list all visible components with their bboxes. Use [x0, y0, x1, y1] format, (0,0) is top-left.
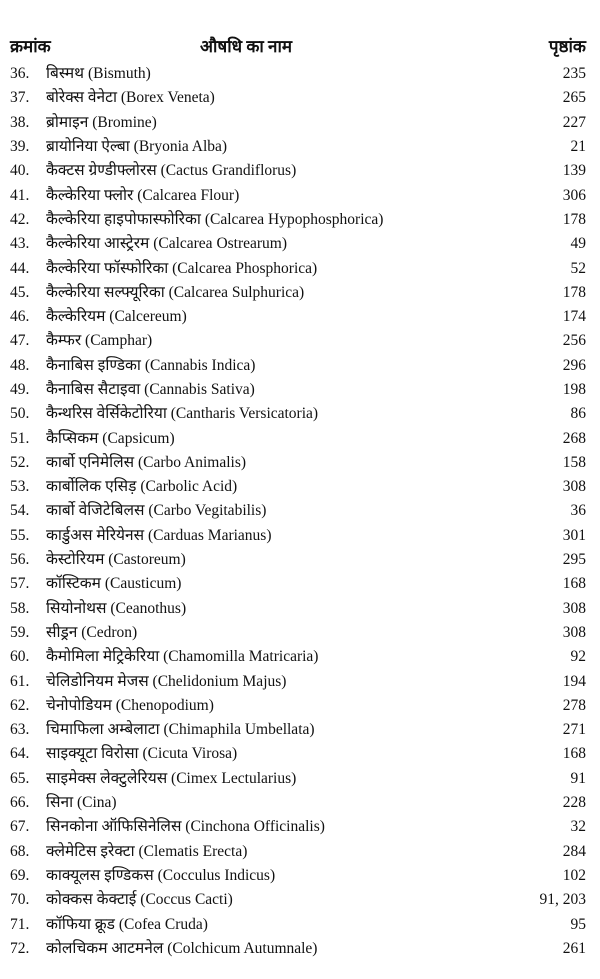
index-entry — [10, 524, 586, 548]
page-number: 91, 203 — [539, 891, 586, 909]
entry-number: 63. — [10, 721, 30, 739]
page-number: 256 — [562, 332, 586, 350]
medicine-name: कैल्केरिया सल्फ्यूरिका (Calcarea Sulphurica) — [46, 283, 305, 301]
medicine-name: कैप्सिकम (Capsicum) — [46, 429, 175, 447]
medicine-name: ब्रायोनिया ऐल्बा (Bryonia Alba) — [46, 138, 228, 156]
medicine-name: क्लेमेटिस इरेक्टा (Clematis Erecta) — [46, 842, 248, 860]
entry-number: 58. — [10, 599, 30, 617]
index-entry — [10, 329, 586, 353]
page-number: 158 — [562, 453, 586, 471]
page-number-column-header: पृष्ठांक — [548, 36, 586, 56]
page-number: 102 — [562, 866, 586, 884]
page-number: 95 — [570, 915, 586, 933]
medicine-name-column-header: औषधि का नाम — [200, 36, 293, 56]
index-entry — [10, 354, 586, 378]
page-number: 49 — [570, 235, 586, 253]
index-entry — [10, 742, 586, 766]
medicine-name: सियोनोथस (Ceanothus) — [46, 599, 187, 617]
medicine-name: कैल्केरियम (Calcereum) — [46, 308, 187, 326]
medicine-name: साइक्यूटा विरोसा (Cicuta Virosa) — [46, 745, 238, 763]
entry-number: 65. — [10, 769, 30, 787]
entry-number: 40. — [10, 162, 30, 180]
page-number: 265 — [562, 89, 586, 107]
medicine-name: काक्यूलस इण्डिकस (Cocculus Indicus) — [46, 866, 276, 884]
entry-number: 37. — [10, 89, 30, 107]
page-number: 308 — [562, 623, 586, 641]
medicine-name: कॉस्टिकम (Causticum) — [46, 575, 182, 593]
entry-number: 44. — [10, 259, 30, 277]
entry-number: 57. — [10, 575, 30, 593]
medicine-name: कैम्फर (Camphar) — [46, 332, 153, 350]
index-entry — [10, 135, 586, 159]
medicine-name: चेलिडोनियम मेजस (Chelidonium Majus) — [46, 672, 287, 690]
entry-number: 51. — [10, 429, 30, 447]
entry-number: 56. — [10, 551, 30, 569]
index-entry — [10, 791, 586, 815]
index-entry — [10, 281, 586, 305]
page-number: 86 — [570, 405, 586, 423]
index-entry — [10, 864, 586, 888]
page-number: 92 — [570, 648, 586, 666]
index-entry — [10, 694, 586, 718]
medicine-name: कैनाबिस इण्डिका (Cannabis Indica) — [46, 356, 256, 374]
entry-number: 62. — [10, 696, 30, 714]
index-entry — [10, 232, 586, 256]
index-entry — [10, 718, 586, 742]
index-entry — [10, 937, 586, 961]
index-entry — [10, 305, 586, 329]
page-number: 227 — [562, 113, 586, 131]
entry-number: 49. — [10, 381, 30, 398]
index-entry — [10, 767, 586, 791]
medicine-name: कार्डुअस मेरियेनस (Carduas Marianus) — [46, 526, 272, 544]
index-entry — [10, 840, 586, 864]
medicine-name: कैमोमिला मेट्रिकेरिया (Chamomilla Matricaria) — [46, 648, 319, 666]
medicine-name: कैनाबिस सैटाइवा (Cannabis Sativa) — [46, 381, 255, 398]
index-entry — [10, 402, 586, 426]
index-entry — [10, 86, 586, 110]
page-number: 296 — [562, 356, 586, 374]
entry-number: 50. — [10, 405, 30, 423]
medicine-name: साइमेक्स लेक्टुलेरियस (Cimex Lectularius) — [46, 769, 297, 787]
medicine-name: कैल्केरिया हाइपोफास्फोरिका (Calcarea Hypophosphorica) — [46, 210, 384, 228]
entry-number: 55. — [10, 526, 30, 544]
entry-number: 45. — [10, 283, 30, 301]
page-number: 306 — [562, 186, 586, 204]
page-number: 52 — [570, 259, 586, 277]
index-entry — [10, 208, 586, 232]
medicine-name: कार्बो एनिमेलिस (Carbo Animalis) — [46, 453, 247, 471]
medicine-name: कार्बोलिक एसिड़ (Carbolic Acid) — [46, 478, 238, 496]
index-entry — [10, 256, 586, 280]
medicine-name: कॉफिया क्रूड (Cofea Cruda) — [46, 915, 208, 933]
medicine-name: कार्बो वेजिटेबिलस (Carbo Vegitabilis) — [46, 502, 267, 520]
index-entry — [10, 912, 586, 936]
index-entry — [10, 572, 586, 596]
page-number: 32 — [570, 818, 586, 836]
entry-list — [10, 62, 586, 961]
medicine-name: ब्रोमाइन (Bromine) — [46, 113, 157, 131]
page-number: 228 — [562, 794, 586, 812]
page-number: 178 — [562, 283, 586, 301]
page-number: 139 — [562, 162, 586, 180]
medicine-name: केस्टोरियम (Castoreum) — [46, 551, 186, 569]
entry-number: 59. — [10, 623, 30, 641]
page-number: 174 — [562, 308, 586, 326]
page-number: 271 — [562, 721, 586, 739]
page-number: 235 — [562, 65, 586, 83]
page-number: 178 — [562, 210, 586, 228]
medicine-name: चिमाफिला अम्बेलाटा (Chimaphila Umbellata) — [46, 721, 315, 739]
entry-number: 41. — [10, 186, 30, 204]
page-number: 278 — [562, 696, 586, 714]
entry-number: 46. — [10, 308, 30, 326]
medicine-name: चेनोपोडियम (Chenopodium) — [46, 696, 214, 714]
medicine-name: कैन्थरिस वेर्सिकेटोरिया (Cantharis Versicatoria) — [46, 405, 319, 423]
entry-number: 43. — [10, 235, 30, 253]
index-entry — [10, 815, 586, 839]
medicine-name: कैल्केरिया फॉस्फोरिका (Calcarea Phosphorica) — [46, 259, 318, 277]
medicine-name: कोलचिकम आटमनेल (Colchicum Autumnale) — [46, 939, 318, 957]
index-entry — [10, 669, 586, 693]
medicine-name: कैल्केरिया फ्लोर (Calcarea Flour) — [46, 186, 240, 204]
table-header — [10, 30, 586, 60]
index-entry — [10, 183, 586, 207]
medicine-name: सीड्रन (Cedron) — [46, 623, 138, 641]
medicine-name: सिनकोना ऑफिसिनेलिस (Cinchona Officinalis) — [46, 818, 325, 836]
entry-number: 38. — [10, 113, 30, 131]
index-entry — [10, 111, 586, 135]
entry-number: 66. — [10, 794, 30, 812]
entry-number: 52. — [10, 453, 30, 471]
entry-number: 61. — [10, 672, 30, 690]
entry-number: 48. — [10, 356, 30, 374]
entry-number: 60. — [10, 648, 30, 666]
index-entry — [10, 597, 586, 621]
index-entry — [10, 62, 586, 86]
entry-number: 70. — [10, 891, 30, 909]
page-number: 295 — [562, 551, 586, 569]
page-number: 91 — [570, 769, 586, 787]
entry-number: 69. — [10, 866, 30, 884]
serial-column-header: क्रमांक — [10, 36, 51, 56]
index-entry — [10, 499, 586, 523]
page-number: 308 — [562, 599, 586, 617]
page-number: 268 — [562, 429, 586, 447]
medicine-name: सिना (Cina) — [46, 794, 117, 812]
index-entry — [10, 645, 586, 669]
medicine-name: बिस्मथ (Bismuth) — [46, 65, 151, 83]
entry-number: 42. — [10, 210, 30, 228]
entry-number: 68. — [10, 842, 30, 860]
entry-number: 53. — [10, 478, 30, 496]
page-number: 21 — [570, 138, 586, 156]
index-entry — [10, 475, 586, 499]
index-entry — [10, 621, 586, 645]
index-entry — [10, 378, 586, 402]
entry-number: 36. — [10, 65, 30, 83]
entry-number: 72. — [10, 939, 30, 957]
index-entry — [10, 548, 586, 572]
medicine-name: कोक्कस केक्टाई (Coccus Cacti) — [46, 891, 233, 909]
page-number: 261 — [562, 939, 586, 957]
medicine-name: कैल्केरिया आस्ट्रेरम (Calcarea Ostrearum) — [46, 235, 288, 253]
page-number: 284 — [562, 842, 586, 860]
page-number: 194 — [562, 672, 586, 690]
entry-number: 64. — [10, 745, 30, 763]
entry-number: 39. — [10, 138, 30, 156]
entry-number: 54. — [10, 502, 30, 520]
entry-number: 67. — [10, 818, 30, 836]
page-number: 301 — [562, 526, 586, 544]
page-number: 308 — [562, 478, 586, 496]
index-entry — [10, 451, 586, 475]
page-number: 168 — [562, 575, 586, 593]
index-entry — [10, 159, 586, 183]
medicine-name: बोरेक्स वेनेटा (Borex Veneta) — [46, 89, 215, 107]
entry-number: 71. — [10, 915, 30, 933]
page-number: 198 — [562, 381, 586, 398]
index-entry — [10, 426, 586, 450]
page-number: 168 — [562, 745, 586, 763]
index-entry — [10, 888, 586, 912]
page-number: 36 — [570, 502, 586, 520]
medicine-name: कैक्टस ग्रेण्डीफ्लोरस (Cactus Grandiflorus) — [46, 162, 297, 180]
entry-number: 47. — [10, 332, 30, 350]
